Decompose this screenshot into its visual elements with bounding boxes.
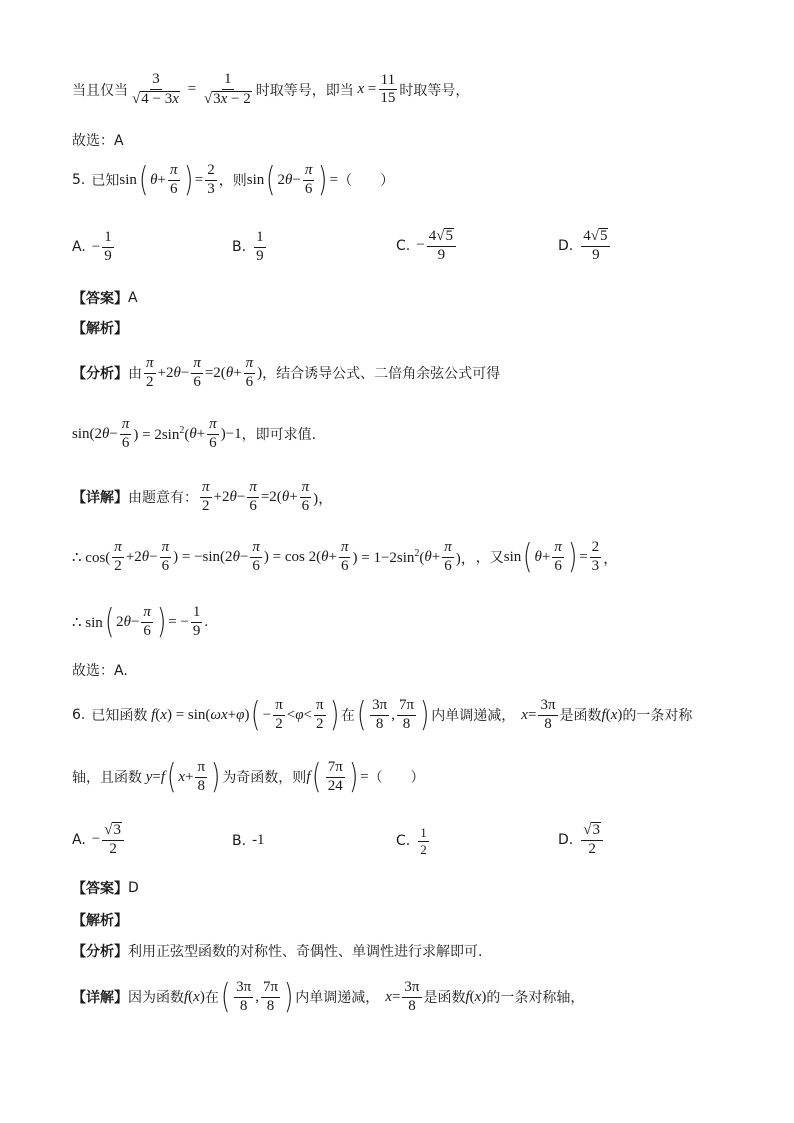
text: 轴，且函数 — [72, 770, 142, 787]
question-6: 6. 已知函数 f ( x ) = sin( ωx + φ ) ( − $\frac{\pi}{2}$ < φ < $\frac{\pi}{2}$ ) 在 ( $\frac{3\pi}{8}$ , $\frac{7\pi}{8}$ ) 内单调递减， x = $\frac{3\pi}{8}$ 是函数 f (x) 的一条对称 — [72, 695, 693, 736]
text: 由 — [128, 366, 142, 383]
answer-5 — [72, 288, 138, 308]
detail-5-result: ∴ sin ( 2 θ − $\frac{\pi}{6}$ ) = − $\frac{1}{9}$ . — [72, 602, 209, 643]
answer-value: A — [128, 290, 138, 306]
analysis-5-cont: sin(2 θ − $\frac{\pi}{6}$ ) = $2\sin^2$( θ + $\frac{\pi}{6}$ )−1 ，即可求值. — [72, 416, 317, 451]
text: 由题意有： — [128, 490, 198, 507]
text: （ ） — [338, 173, 395, 190]
detail-5-derivation: ∴ cos( $\frac{\pi}{2}$ +2 θ − $\frac{\pi}{6}$ ) = −sin(2 θ − $\frac{\pi}{6}$ ) = cos 2( θ + $\frac{\pi}{6}$ ) = $1-2\sin^2$( θ + $\frac{\pi}{6}$ )， ，又 sin ( θ + $\frac{\pi}{6}$ ) = $\frac{2}{3}$ ， — [72, 537, 619, 578]
analysis-header-6 — [72, 910, 128, 930]
option-b[interactable]: B. $\frac{1}{9}$ — [232, 229, 264, 264]
text: ，则 — [218, 173, 247, 190]
text: 故选：A. — [72, 663, 128, 679]
analysis-header-5 — [72, 318, 128, 338]
answer-label: 【答案】 — [72, 881, 128, 897]
question-5: 5. 已知 sin ( θ + $\frac{\pi}{6}$ ) = $\frac{2}{3}$ ，则 sin ( 2 θ − $\frac{\pi}{6}$ ) = （ ） — [72, 160, 395, 201]
text: 是函数 — [423, 990, 466, 1007]
option-label: D. — [558, 237, 574, 254]
option-label: C. — [396, 237, 411, 254]
option-d[interactable]: D. √ 3 2 — [558, 822, 605, 858]
text: 已知 — [91, 173, 120, 190]
question-6-cont: 轴，且函数 y = f ( x + $\frac{\pi}{8}$ ) 为奇函数，则 f ( $\frac{7\pi}{24}$ ) = （ ） — [72, 757, 425, 798]
text: ，结合诱导公式、二倍角余弦公式可得 — [262, 366, 501, 383]
question-number: 6. — [72, 707, 86, 724]
detail-6: 【详解】 因为函数 f (x) 在 ( $\frac{3\pi}{8}$ , $\frac{7\pi}{8}$ ) 内单调递减， x = $\frac{3\pi}{8}$ 是函数 f (x) 的一条对称轴， — [72, 977, 585, 1018]
option-c[interactable]: C. $\frac{1}{2}$ — [396, 825, 427, 857]
text: 时取等号，即当 — [255, 82, 354, 99]
text: 是函数 — [559, 708, 602, 725]
fraction: 1 √ 3x − 2 — [203, 71, 251, 107]
line-choose-5 — [72, 660, 128, 680]
option-b[interactable] — [232, 832, 265, 849]
text: 内单调递减， — [431, 708, 516, 725]
text: 为奇函数，则 — [222, 770, 307, 787]
text: （ ） — [368, 770, 425, 787]
line-choose — [72, 130, 124, 150]
question-number: 5. — [72, 172, 86, 189]
analysis-5: 【分析】 由 $\frac{\pi}{2}$ +2 θ − $\frac{\pi}{6}$ =2( θ + $\frac{\pi}{6}$ ) ，结合诱导公式、二倍角余弦公式可得 — [72, 355, 501, 390]
answer-label: 【答案】 — [72, 291, 128, 307]
text: 内单调递减， — [295, 990, 380, 1007]
option-label: B. — [232, 239, 247, 256]
section-label: 【解析】 — [72, 321, 128, 337]
option-a[interactable]: A. − √ 3 2 — [72, 822, 126, 858]
option-d[interactable]: D. 4 √ 5 9 — [558, 228, 612, 264]
fraction: $\frac{11}{15}$ — [380, 71, 396, 107]
analysis-6 — [72, 941, 482, 961]
section-label: 【详解】 — [72, 490, 128, 507]
text: 的一条对称 — [622, 708, 693, 725]
text: 在 — [204, 990, 219, 1007]
text: 已知函数 — [91, 708, 148, 725]
option-label: A. — [72, 239, 86, 256]
line-equality-condition: 当且仅当 3 √ 4 − 3x = 1 √ 3x − 2 时取等号，即当 x = $\frac{11}{15}$ 时取等号， — [72, 71, 470, 107]
answer-value: D — [128, 880, 139, 896]
text: 时取等号， — [399, 82, 470, 99]
text: 当且仅当 — [72, 82, 128, 99]
text: 因为函数 — [128, 990, 184, 1007]
option-a[interactable]: A. − $\frac{1}{9}$ — [72, 229, 112, 264]
text: ，即可求值. — [241, 427, 317, 444]
text: 故选：A — [72, 133, 124, 149]
option-label: C. — [396, 833, 411, 850]
text: 在 — [340, 708, 355, 725]
answer-6 — [72, 878, 139, 898]
option-c[interactable]: C. − 4 √ 5 9 — [396, 228, 458, 264]
section-label: 【分析】 — [72, 366, 128, 383]
text: ，又 — [475, 550, 504, 567]
text: 利用正弦型函数的对称性、奇偶性、单调性进行求解即可. — [128, 944, 483, 960]
fraction: 3 √ 4 − 3x — [132, 71, 179, 107]
option-label: D. — [558, 831, 574, 848]
option-label: A. — [72, 831, 86, 848]
text: 的一条对称轴， — [486, 990, 585, 1007]
option-value: -1 — [252, 832, 265, 848]
section-label: 【解析】 — [72, 913, 128, 929]
option-label: B. — [232, 832, 247, 849]
section-label: 【分析】 — [72, 944, 128, 960]
detail-5: 【详解】 由题意有： $\frac{\pi}{2}$ +2 θ − $\frac{\pi}{6}$ =2( θ + $\frac{\pi}{6}$ )， — [72, 479, 334, 514]
section-label: 【详解】 — [72, 990, 128, 1007]
